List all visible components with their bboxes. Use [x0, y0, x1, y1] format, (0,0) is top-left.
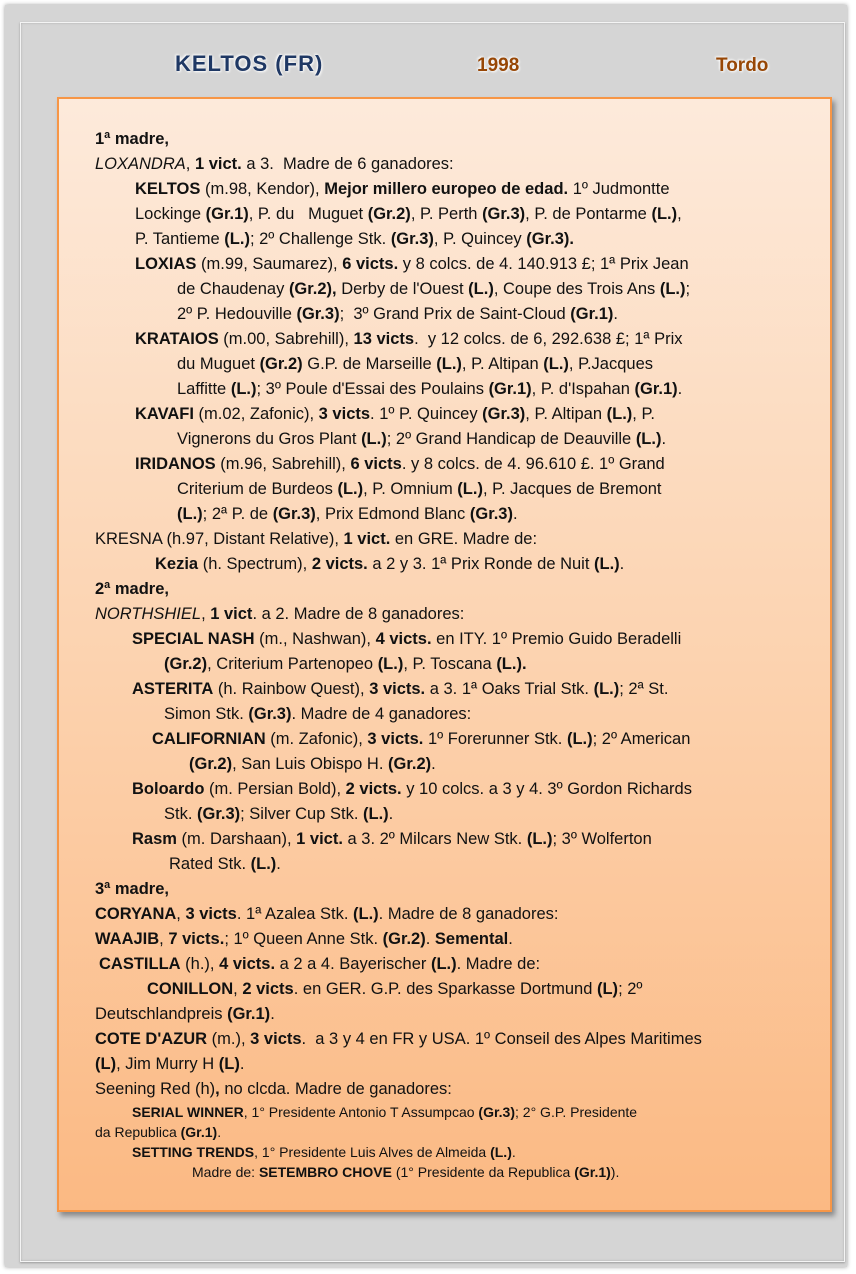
bold-text: (Gr.2): [189, 755, 233, 773]
bold-text: 3 victs.: [369, 680, 426, 698]
text: , P. Quincey: [433, 230, 527, 248]
pedigree-line: [59, 777, 830, 802]
pedigree-line: [59, 677, 830, 702]
bold-text: (L.): [594, 555, 620, 573]
page-frame: [5, 5, 847, 1267]
bold-text: (Gr.1): [205, 205, 249, 223]
text: , 1° Presidente Luis Alves de Almeida: [254, 1144, 491, 1160]
bold-text: (Gr.3): [482, 205, 526, 223]
text: ; 2º: [618, 980, 643, 998]
pedigree-line: [59, 277, 830, 302]
text: ,: [159, 930, 169, 948]
pedigree-line: [59, 227, 830, 252]
text: ; 2º Grand Handicap de Deauville: [386, 430, 636, 448]
pedigree-line: [59, 702, 830, 727]
bold-text: 1 vict.: [343, 530, 391, 548]
text: (h. Spectrum),: [198, 555, 312, 573]
text: ; 3º Grand Prix de Saint-Cloud: [339, 305, 571, 323]
text: (m.96, Sabrehill),: [215, 455, 351, 473]
bold-text: (L): [596, 980, 619, 998]
bold-text: (L.): [635, 430, 662, 448]
bold-text: CASTILLA: [99, 955, 181, 973]
bold-text: (L.): [224, 230, 250, 248]
bold-text: (Gr.3): [478, 1104, 515, 1120]
pedigree-line: [59, 377, 830, 402]
text: .: [619, 555, 625, 573]
pedigree-line: [59, 477, 830, 502]
bold-text: (Gr.2): [382, 930, 426, 948]
pedigree-line: [59, 427, 830, 452]
bold-text: (Gr.3).: [526, 230, 574, 248]
text: ; 2ª P. de: [202, 505, 273, 523]
text: .: [276, 855, 281, 873]
text: ;: [685, 280, 691, 298]
text: a 3. 1ª Oaks Trial Stk.: [425, 680, 594, 698]
text: , P. Omnium: [363, 480, 458, 498]
text: y 8 colcs. de 4. 140.913 £; 1ª Prix Jean: [398, 255, 689, 273]
text: y 10 colcs. a 3 y 4. 3º Gordon Richards: [401, 780, 692, 798]
text: .: [425, 930, 435, 948]
text: Lockinge: [135, 205, 206, 223]
pedigree-line: [59, 202, 830, 227]
bold-text: (L): [218, 1055, 240, 1073]
text: . y 8 colcs. de 4. 96.610 £. 1º Grand: [401, 455, 665, 473]
coat-color: Tordo: [716, 55, 769, 76]
pedigree-line: [59, 752, 830, 777]
text: , P. Toscana: [403, 655, 497, 673]
pedigree-line: [59, 652, 830, 677]
text: , P. du Muguet: [248, 205, 368, 223]
pedigree-line: [59, 977, 830, 1002]
text: ; 2º American: [592, 730, 691, 748]
pedigree-line: [59, 627, 830, 652]
bold-text: 2 victs: [242, 980, 294, 998]
bold-text: 3 victs: [250, 1030, 302, 1048]
pedigree-line: [59, 577, 830, 602]
bold-text: (L.): [490, 1144, 512, 1160]
text: Stk.: [164, 805, 198, 823]
text: .: [508, 930, 513, 948]
text: Laffitte: [177, 380, 231, 398]
text: da Republica: [95, 1124, 181, 1140]
text: Rated Stk.: [169, 855, 251, 873]
text: , P. d'Ispahan: [531, 380, 635, 398]
bold-text: (Gr.1): [488, 380, 532, 398]
bold-text: (L.): [337, 480, 364, 498]
text: ,: [233, 980, 243, 998]
text: .: [661, 430, 667, 448]
bold-text: (Gr.3): [197, 805, 241, 823]
pedigree-line: [59, 327, 830, 352]
pedigree-line: [59, 952, 830, 977]
bold-text: (L.): [436, 355, 462, 373]
text: . en GER. G.P. des Sparkasse Dortmund: [293, 980, 597, 998]
bold-text: (Gr.1): [634, 380, 678, 398]
text: Criterium de Burdeos: [177, 480, 338, 498]
text: , Prix Edmond Blanc: [315, 505, 470, 523]
text: P. Tantieme: [135, 230, 225, 248]
text: ; 2° G.P. Presidente: [515, 1104, 638, 1120]
pedigree-line: [59, 152, 830, 177]
text: (h. Rainbow Quest),: [213, 680, 370, 698]
bold-text: (Gr.2): [388, 755, 432, 773]
text: Vignerons du Gros Plant: [177, 430, 362, 448]
bold-text: (L.): [377, 655, 404, 673]
bold-text: SPECIAL NASH: [132, 630, 255, 648]
text: , P. Perth: [410, 205, 483, 223]
bold-text: 7 victs.: [168, 930, 225, 948]
text: ; Silver Cup Stk.: [240, 805, 363, 823]
pedigree-line: [59, 402, 830, 427]
bold-text: (L.): [651, 205, 678, 223]
text: .: [270, 1005, 275, 1023]
text: de Chaudenay: [177, 280, 289, 298]
text: . Madre de:: [456, 955, 541, 973]
text: . 1º P. Quincey: [370, 405, 483, 423]
text: , San Luis Obispo H.: [232, 755, 389, 773]
bold-text: (L.): [543, 355, 569, 373]
text: Derby de l'Ouest: [336, 280, 469, 298]
bold-text: (Gr.2): [164, 655, 208, 673]
text: .: [512, 505, 518, 523]
bold-text: (L.): [177, 505, 203, 523]
pedigree-line: [59, 1027, 830, 1052]
pedigree-line: [59, 452, 830, 477]
text: , Jim Murry H: [116, 1055, 219, 1073]
bold-text: (Gr.1): [570, 305, 614, 323]
text: ).: [610, 1164, 620, 1180]
bold-text: 13 victs: [353, 330, 415, 348]
pedigree-line: [59, 877, 830, 902]
pedigree-line: [59, 1162, 830, 1182]
text: . y 12 colcs. de 6, 292.638 £; 1ª Prix: [414, 330, 683, 348]
bold-text: (Gr.3): [248, 705, 292, 723]
text: 1º Forerunner Stk.: [423, 730, 567, 748]
bold-text: Mejor millero europeo de edad.: [324, 180, 569, 198]
bold-text: (L.): [593, 680, 620, 698]
text: (m. Zafonic),: [265, 730, 368, 748]
text: , P. Altipan: [461, 355, 544, 373]
bold-text: (Gr.3): [482, 405, 526, 423]
bold-text: (L.): [363, 805, 389, 823]
text: (m.02, Zafonic),: [193, 405, 319, 423]
text: du Muguet: [177, 355, 260, 373]
pedigree-line: [59, 552, 830, 577]
text: ; 3º Poule d'Essai des Poulains: [256, 380, 489, 398]
text: , Criterium Partenopeo: [207, 655, 378, 673]
text: 2º P. Hedouville: [177, 305, 297, 323]
text: , 1° Presidente Antonio T Assumpcao: [243, 1104, 479, 1120]
horse-name: KELTOS (FR): [175, 51, 324, 76]
bold-text: 1 vict.: [194, 155, 242, 173]
text: ; 1º Queen Anne Stk.: [224, 930, 383, 948]
pedigree-line: [59, 827, 830, 852]
bold-text: LOXIAS: [135, 255, 197, 273]
text: , P. Jacques de Bremont: [482, 480, 662, 498]
text: . Madre de 8 ganadores:: [378, 905, 559, 923]
pedigree-line: [59, 727, 830, 752]
text: a 2 y 3. 1ª Prix Ronde de Nuit: [367, 555, 595, 573]
bold-text: (Gr.3): [272, 505, 316, 523]
text: ; 2º Challenge Stk.: [249, 230, 391, 248]
text: ; 2ª St.: [619, 680, 669, 698]
text: 1º Judmontte: [568, 180, 670, 198]
pedigree-line: [59, 1142, 830, 1162]
text: a 3. 2º Milcars New Stk.: [342, 830, 527, 848]
text: (1° Presidente da Republica: [391, 1164, 575, 1180]
bold-text: 6 victs: [350, 455, 402, 473]
italic-text: LOXANDRA: [95, 155, 186, 173]
bold-text: KELTOS: [135, 180, 201, 198]
bold-text: 3 victs: [318, 405, 371, 423]
text: Deutschlandpreis: [95, 1005, 228, 1023]
bold-text: (L.): [250, 855, 277, 873]
text: (m. Persian Bold),: [204, 780, 346, 798]
pedigree-line: [59, 127, 830, 152]
pedigree-line: [59, 502, 830, 527]
bold-text: (L.): [659, 280, 686, 298]
bold-text: (Gr.3): [390, 230, 434, 248]
text: . 1ª Azalea Stk.: [236, 905, 354, 923]
text: .: [431, 755, 436, 773]
bold-text: 2 victs.: [311, 555, 368, 573]
bold-text: KRATAIOS: [135, 330, 219, 348]
pedigree-line: [59, 927, 830, 952]
text: .: [677, 380, 683, 398]
pedigree-line: [59, 1122, 830, 1142]
bold-text: Boloardo: [132, 780, 205, 798]
bold-text: IRIDANOS: [135, 455, 216, 473]
text: .: [217, 1124, 222, 1140]
bold-text: ASTERITA: [132, 680, 214, 698]
bold-text: SERIAL WINNER: [132, 1104, 244, 1120]
text: ,: [201, 605, 211, 623]
text: . Madre de 4 ganadores:: [291, 705, 472, 723]
text: , Coupe des Trois Ans: [493, 280, 660, 298]
text: Simon Stk.: [164, 705, 249, 723]
bold-text: (L.): [606, 405, 633, 423]
pedigree-line: [59, 1002, 830, 1027]
bold-text: (Gr.3): [296, 305, 340, 323]
pedigree-line: [59, 802, 830, 827]
text: (m.98, Kendor),: [200, 180, 325, 198]
bold-text: COTE D'AZUR: [95, 1030, 208, 1048]
bold-text: (Gr.2): [259, 355, 303, 373]
bold-text: (L): [95, 1055, 117, 1073]
pedigree-text: [59, 127, 830, 1182]
bold-text: (L.): [230, 380, 257, 398]
bold-text: (L.): [353, 905, 379, 923]
bold-text: 4 victs.: [375, 630, 432, 648]
text: ,: [677, 205, 682, 223]
bold-text: (L.): [430, 955, 457, 973]
bold-text: CORYANA: [95, 905, 177, 923]
pedigree-panel: [57, 97, 832, 1212]
text: (h.),: [180, 955, 220, 973]
bold-text: 1ª madre,: [95, 130, 169, 148]
text: ; 3º Wolferton: [552, 830, 652, 848]
text: . a 3 y 4 en FR y USA. 1º Conseil des Alpes Maritimes: [301, 1030, 702, 1048]
text: . a 2. Madre de 8 ganadores:: [252, 605, 465, 623]
bold-text: CONILLON: [147, 980, 234, 998]
text: Seening Red (h): [95, 1080, 216, 1098]
bold-text: 1 vict: [210, 605, 253, 623]
pedigree-line: [59, 177, 830, 202]
text: a 3. Madre de 6 ganadores:: [241, 155, 454, 173]
text: a 2 a 4. Bayerischer: [275, 955, 431, 973]
pedigree-line: [59, 527, 830, 552]
text: , P. de Pontarme: [525, 205, 652, 223]
bold-text: 4 victs.: [219, 955, 276, 973]
bold-text: 6 victs.: [342, 255, 399, 273]
pedigree-line: [59, 1077, 830, 1102]
text: , P.Jacques: [568, 355, 654, 373]
text: en GRE. Madre de:: [390, 530, 538, 548]
bold-text: Rasm: [132, 830, 177, 848]
text: (m.99, Saumarez),: [196, 255, 343, 273]
bold-text: (Gr.1): [227, 1005, 271, 1023]
text: (m. Darshaan),: [176, 830, 297, 848]
text: KRESNA (h.97, Distant Relative),: [95, 530, 344, 548]
bold-text: (L.): [566, 730, 593, 748]
bold-text: KAVAFI: [135, 405, 194, 423]
text: (m.00, Sabrehill),: [218, 330, 354, 348]
text: Madre de:: [192, 1164, 259, 1180]
text: , P.: [632, 405, 655, 423]
pedigree-line: [59, 1102, 830, 1122]
text: ,: [176, 905, 186, 923]
text: G.P. de Marseille: [302, 355, 437, 373]
birth-year: 1998: [477, 55, 520, 76]
pedigree-line: [59, 302, 830, 327]
bold-text: CALIFORNIAN: [152, 730, 266, 748]
bold-text: (L.): [526, 830, 553, 848]
text: ,: [185, 155, 195, 173]
text: .: [511, 1144, 516, 1160]
bold-text: (Gr.1): [574, 1164, 611, 1180]
text: (m.),: [207, 1030, 251, 1048]
bold-text: 3 victs.: [367, 730, 424, 748]
pedigree-line: [59, 252, 830, 277]
bold-text: 2ª madre,: [95, 580, 169, 598]
bold-text: (Gr.1): [180, 1124, 218, 1140]
bold-text: 3ª madre,: [95, 880, 169, 898]
text: en ITY. 1º Premio Guido Beradelli: [431, 630, 682, 648]
bold-text: (L.): [468, 280, 494, 298]
italic-text: NORTHSHIEL: [95, 605, 202, 623]
text: .: [613, 305, 618, 323]
text: (m., Nashwan),: [254, 630, 376, 648]
bold-text: (L.).: [496, 655, 527, 673]
pedigree-line: [59, 602, 830, 627]
pedigree-line: [59, 902, 830, 927]
bold-text: WAAJIB: [95, 930, 160, 948]
bold-text: 2 victs.: [345, 780, 402, 798]
bold-text: 3 victs: [185, 905, 237, 923]
bold-text: Kezia: [155, 555, 199, 573]
pedigree-line: [59, 352, 830, 377]
bold-text: 1 vict.: [296, 830, 343, 848]
bold-text: (L.): [361, 430, 387, 448]
bold-text: SETEMBRO CHOVE: [258, 1164, 392, 1180]
pedigree-line: [59, 1052, 830, 1077]
text: .: [239, 1055, 245, 1073]
bold-text: (L.): [457, 480, 483, 498]
text: , P. Altipan: [525, 405, 607, 423]
text: no clcda. Madre de ganadores:: [219, 1080, 452, 1098]
bold-text: (Gr.3): [469, 505, 513, 523]
bold-text: ,: [215, 1080, 220, 1098]
bold-text: Semental: [434, 930, 509, 948]
bold-text: (Gr.2),: [288, 280, 337, 298]
bold-text: (Gr.2): [367, 205, 411, 223]
bold-text: SETTING TRENDS: [132, 1144, 255, 1160]
text: .: [388, 805, 394, 823]
pedigree-line: [59, 852, 830, 877]
